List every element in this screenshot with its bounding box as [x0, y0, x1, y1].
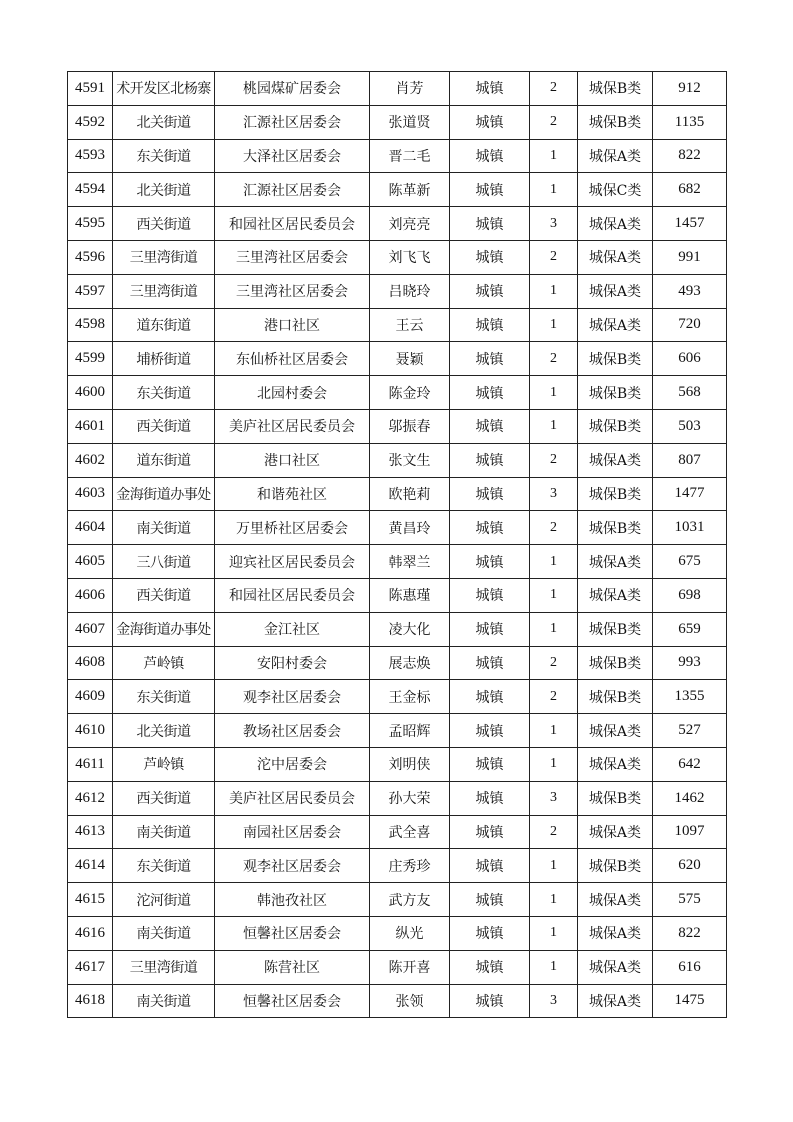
table-row [68, 950, 727, 984]
street-cell: 道东街道 [113, 308, 215, 342]
record-id-cell: 4601 [68, 409, 113, 443]
street-cell: 西关街道 [113, 578, 215, 612]
household-count-cell: 1 [530, 612, 578, 646]
record-id-cell: 4599 [68, 342, 113, 376]
person-name-cell: 庄秀珍 [370, 849, 450, 883]
record-id-cell: 4609 [68, 680, 113, 714]
amount-cell: 991 [653, 240, 727, 274]
street-cell: 术开发区北杨寨 [113, 72, 215, 106]
amount-cell: 1475 [653, 984, 727, 1018]
street-cell: 西关街道 [113, 207, 215, 241]
insurance-category-cell: 城保A类 [578, 274, 653, 308]
area-type-cell: 城镇 [450, 680, 530, 714]
street-cell: 芦岭镇 [113, 646, 215, 680]
person-name-cell: 刘飞飞 [370, 240, 450, 274]
table-row [68, 984, 727, 1018]
street-cell: 南关街道 [113, 984, 215, 1018]
insurance-category-cell: 城保B类 [578, 477, 653, 511]
area-type-cell: 城镇 [450, 984, 530, 1018]
table-row [68, 815, 727, 849]
record-id-cell: 4612 [68, 781, 113, 815]
community-cell: 迎宾社区居民委员会 [215, 545, 370, 579]
insurance-category-cell: 城保B类 [578, 342, 653, 376]
community-cell: 和园社区居民委员会 [215, 578, 370, 612]
household-count-cell: 1 [530, 545, 578, 579]
household-count-cell: 1 [530, 578, 578, 612]
street-cell: 东关街道 [113, 376, 215, 410]
household-count-cell: 1 [530, 883, 578, 917]
insurance-category-cell: 城保A类 [578, 207, 653, 241]
person-name-cell: 聂颖 [370, 342, 450, 376]
table-row [68, 308, 727, 342]
street-cell: 金海街道办事处 [113, 612, 215, 646]
household-count-cell: 3 [530, 781, 578, 815]
community-cell: 和谐苑社区 [215, 477, 370, 511]
insurance-category-cell: 城保A类 [578, 984, 653, 1018]
street-cell: 东关街道 [113, 680, 215, 714]
area-type-cell: 城镇 [450, 511, 530, 545]
record-id-cell: 4611 [68, 747, 113, 781]
record-id-cell: 4614 [68, 849, 113, 883]
person-name-cell: 刘明侠 [370, 747, 450, 781]
table-body [68, 72, 727, 1018]
record-id-cell: 4596 [68, 240, 113, 274]
community-cell: 美庐社区居民委员会 [215, 781, 370, 815]
table-row [68, 781, 727, 815]
record-id-cell: 4600 [68, 376, 113, 410]
area-type-cell: 城镇 [450, 781, 530, 815]
record-id-cell: 4603 [68, 477, 113, 511]
community-cell: 沱中居委会 [215, 747, 370, 781]
amount-cell: 1477 [653, 477, 727, 511]
record-id-cell: 4613 [68, 815, 113, 849]
street-cell: 南关街道 [113, 815, 215, 849]
household-count-cell: 1 [530, 376, 578, 410]
table-row [68, 747, 727, 781]
person-name-cell: 凌大化 [370, 612, 450, 646]
street-cell: 三里湾街道 [113, 240, 215, 274]
community-cell: 东仙桥社区居委会 [215, 342, 370, 376]
insurance-category-cell: 城保A类 [578, 714, 653, 748]
person-name-cell: 纵光 [370, 916, 450, 950]
person-name-cell: 张道贤 [370, 105, 450, 139]
person-name-cell: 王云 [370, 308, 450, 342]
household-count-cell: 3 [530, 207, 578, 241]
community-cell: 万里桥社区居委会 [215, 511, 370, 545]
person-name-cell: 晋二毛 [370, 139, 450, 173]
insurance-category-cell: 城保A类 [578, 950, 653, 984]
person-name-cell: 孙大荣 [370, 781, 450, 815]
community-cell: 桃园煤矿居委会 [215, 72, 370, 106]
person-name-cell: 陈惠瑾 [370, 578, 450, 612]
table-row [68, 477, 727, 511]
person-name-cell: 刘亮亮 [370, 207, 450, 241]
person-name-cell: 张文生 [370, 443, 450, 477]
area-type-cell: 城镇 [450, 308, 530, 342]
table-row [68, 849, 727, 883]
area-type-cell: 城镇 [450, 747, 530, 781]
community-cell: 和园社区居民委员会 [215, 207, 370, 241]
household-count-cell: 3 [530, 477, 578, 511]
street-cell: 三里湾街道 [113, 950, 215, 984]
insurance-category-cell: 城保B类 [578, 376, 653, 410]
amount-cell: 1097 [653, 815, 727, 849]
street-cell: 东关街道 [113, 849, 215, 883]
insurance-category-cell: 城保B类 [578, 511, 653, 545]
amount-cell: 912 [653, 72, 727, 106]
insurance-category-cell: 城保B类 [578, 105, 653, 139]
table-row [68, 342, 727, 376]
insurance-category-cell: 城保C类 [578, 173, 653, 207]
person-name-cell: 陈革新 [370, 173, 450, 207]
community-cell: 汇源社区居委会 [215, 173, 370, 207]
community-cell: 安阳村委会 [215, 646, 370, 680]
area-type-cell: 城镇 [450, 612, 530, 646]
table-row [68, 105, 727, 139]
street-cell: 道东街道 [113, 443, 215, 477]
community-cell: 韩池孜社区 [215, 883, 370, 917]
person-name-cell: 张领 [370, 984, 450, 1018]
amount-cell: 1355 [653, 680, 727, 714]
person-name-cell: 吕晓玲 [370, 274, 450, 308]
record-id-cell: 4592 [68, 105, 113, 139]
community-cell: 美庐社区居民委员会 [215, 409, 370, 443]
street-cell: 北关街道 [113, 105, 215, 139]
record-id-cell: 4618 [68, 984, 113, 1018]
insurance-category-cell: 城保A类 [578, 815, 653, 849]
household-count-cell: 2 [530, 815, 578, 849]
street-cell: 三里湾街道 [113, 274, 215, 308]
area-type-cell: 城镇 [450, 274, 530, 308]
table-row [68, 883, 727, 917]
insurance-category-cell: 城保A类 [578, 916, 653, 950]
area-type-cell: 城镇 [450, 173, 530, 207]
table-row [68, 714, 727, 748]
insurance-category-cell: 城保A类 [578, 240, 653, 274]
household-count-cell: 2 [530, 72, 578, 106]
community-cell: 观李社区居委会 [215, 849, 370, 883]
insurance-category-cell: 城保B类 [578, 72, 653, 106]
record-id-cell: 4610 [68, 714, 113, 748]
amount-cell: 620 [653, 849, 727, 883]
table-row [68, 207, 727, 241]
record-id-cell: 4597 [68, 274, 113, 308]
household-count-cell: 1 [530, 274, 578, 308]
street-cell: 东关街道 [113, 139, 215, 173]
household-count-cell: 2 [530, 342, 578, 376]
table-row [68, 680, 727, 714]
roster-table [67, 71, 727, 1018]
person-name-cell: 陈开喜 [370, 950, 450, 984]
area-type-cell: 城镇 [450, 342, 530, 376]
record-id-cell: 4605 [68, 545, 113, 579]
table-row [68, 646, 727, 680]
amount-cell: 1457 [653, 207, 727, 241]
street-cell: 南关街道 [113, 916, 215, 950]
street-cell: 西关街道 [113, 409, 215, 443]
household-count-cell: 2 [530, 646, 578, 680]
household-count-cell: 2 [530, 443, 578, 477]
insurance-category-cell: 城保B类 [578, 612, 653, 646]
household-count-cell: 1 [530, 714, 578, 748]
area-type-cell: 城镇 [450, 950, 530, 984]
amount-cell: 1031 [653, 511, 727, 545]
person-name-cell: 展志焕 [370, 646, 450, 680]
record-id-cell: 4591 [68, 72, 113, 106]
amount-cell: 807 [653, 443, 727, 477]
household-count-cell: 1 [530, 747, 578, 781]
amount-cell: 822 [653, 139, 727, 173]
household-count-cell: 1 [530, 916, 578, 950]
person-name-cell: 韩翠兰 [370, 545, 450, 579]
community-cell: 恒馨社区居委会 [215, 916, 370, 950]
amount-cell: 616 [653, 950, 727, 984]
community-cell: 港口社区 [215, 308, 370, 342]
table-row [68, 139, 727, 173]
person-name-cell: 武全喜 [370, 815, 450, 849]
table-row [68, 916, 727, 950]
person-name-cell: 黄昌玲 [370, 511, 450, 545]
person-name-cell: 肖芳 [370, 72, 450, 106]
community-cell: 汇源社区居委会 [215, 105, 370, 139]
record-id-cell: 4606 [68, 578, 113, 612]
record-id-cell: 4616 [68, 916, 113, 950]
table-row [68, 511, 727, 545]
record-id-cell: 4607 [68, 612, 113, 646]
area-type-cell: 城镇 [450, 916, 530, 950]
amount-cell: 682 [653, 173, 727, 207]
table-row [68, 578, 727, 612]
area-type-cell: 城镇 [450, 545, 530, 579]
record-id-cell: 4593 [68, 139, 113, 173]
amount-cell: 698 [653, 578, 727, 612]
insurance-category-cell: 城保A类 [578, 308, 653, 342]
area-type-cell: 城镇 [450, 646, 530, 680]
insurance-category-cell: 城保A类 [578, 747, 653, 781]
street-cell: 北关街道 [113, 714, 215, 748]
area-type-cell: 城镇 [450, 105, 530, 139]
amount-cell: 675 [653, 545, 727, 579]
community-cell: 恒馨社区居委会 [215, 984, 370, 1018]
household-count-cell: 2 [530, 240, 578, 274]
record-id-cell: 4602 [68, 443, 113, 477]
insurance-category-cell: 城保B类 [578, 409, 653, 443]
record-id-cell: 4615 [68, 883, 113, 917]
amount-cell: 1135 [653, 105, 727, 139]
insurance-category-cell: 城保B类 [578, 646, 653, 680]
record-id-cell: 4608 [68, 646, 113, 680]
table-row [68, 409, 727, 443]
area-type-cell: 城镇 [450, 207, 530, 241]
amount-cell: 822 [653, 916, 727, 950]
household-count-cell: 1 [530, 308, 578, 342]
community-cell: 大泽社区居委会 [215, 139, 370, 173]
community-cell: 金江社区 [215, 612, 370, 646]
insurance-category-cell: 城保B类 [578, 849, 653, 883]
insurance-category-cell: 城保A类 [578, 545, 653, 579]
insurance-category-cell: 城保B类 [578, 781, 653, 815]
street-cell: 埔桥街道 [113, 342, 215, 376]
area-type-cell: 城镇 [450, 376, 530, 410]
amount-cell: 568 [653, 376, 727, 410]
household-count-cell: 1 [530, 409, 578, 443]
household-count-cell: 2 [530, 680, 578, 714]
area-type-cell: 城镇 [450, 714, 530, 748]
table-row [68, 173, 727, 207]
amount-cell: 1462 [653, 781, 727, 815]
insurance-category-cell: 城保A类 [578, 883, 653, 917]
amount-cell: 527 [653, 714, 727, 748]
amount-cell: 493 [653, 274, 727, 308]
area-type-cell: 城镇 [450, 443, 530, 477]
person-name-cell: 孟昭辉 [370, 714, 450, 748]
record-id-cell: 4617 [68, 950, 113, 984]
community-cell: 教场社区居委会 [215, 714, 370, 748]
amount-cell: 606 [653, 342, 727, 376]
table-row [68, 443, 727, 477]
amount-cell: 642 [653, 747, 727, 781]
household-count-cell: 1 [530, 173, 578, 207]
street-cell: 西关街道 [113, 781, 215, 815]
household-count-cell: 1 [530, 139, 578, 173]
household-count-cell: 2 [530, 511, 578, 545]
table-row [68, 376, 727, 410]
insurance-category-cell: 城保B类 [578, 680, 653, 714]
area-type-cell: 城镇 [450, 815, 530, 849]
street-cell: 金海街道办事处 [113, 477, 215, 511]
person-name-cell: 王金标 [370, 680, 450, 714]
community-cell: 陈营社区 [215, 950, 370, 984]
amount-cell: 503 [653, 409, 727, 443]
area-type-cell: 城镇 [450, 578, 530, 612]
person-name-cell: 武方友 [370, 883, 450, 917]
community-cell: 观李社区居委会 [215, 680, 370, 714]
area-type-cell: 城镇 [450, 883, 530, 917]
person-name-cell: 邬振春 [370, 409, 450, 443]
amount-cell: 993 [653, 646, 727, 680]
street-cell: 南关街道 [113, 511, 215, 545]
table-row [68, 612, 727, 646]
record-id-cell: 4604 [68, 511, 113, 545]
person-name-cell: 陈金玲 [370, 376, 450, 410]
street-cell: 北关街道 [113, 173, 215, 207]
community-cell: 北园村委会 [215, 376, 370, 410]
household-count-cell: 3 [530, 984, 578, 1018]
household-count-cell: 2 [530, 105, 578, 139]
area-type-cell: 城镇 [450, 477, 530, 511]
community-cell: 三里湾社区居委会 [215, 274, 370, 308]
table-row [68, 274, 727, 308]
area-type-cell: 城镇 [450, 240, 530, 274]
amount-cell: 575 [653, 883, 727, 917]
area-type-cell: 城镇 [450, 409, 530, 443]
table-row [68, 240, 727, 274]
household-count-cell: 1 [530, 950, 578, 984]
insurance-category-cell: 城保A类 [578, 139, 653, 173]
community-cell: 三里湾社区居委会 [215, 240, 370, 274]
community-cell: 港口社区 [215, 443, 370, 477]
record-id-cell: 4595 [68, 207, 113, 241]
person-name-cell: 欧艳莉 [370, 477, 450, 511]
area-type-cell: 城镇 [450, 72, 530, 106]
record-id-cell: 4594 [68, 173, 113, 207]
record-id-cell: 4598 [68, 308, 113, 342]
street-cell: 沱河街道 [113, 883, 215, 917]
amount-cell: 659 [653, 612, 727, 646]
street-cell: 芦岭镇 [113, 747, 215, 781]
area-type-cell: 城镇 [450, 139, 530, 173]
street-cell: 三八街道 [113, 545, 215, 579]
amount-cell: 720 [653, 308, 727, 342]
table-row [68, 545, 727, 579]
insurance-category-cell: 城保A类 [578, 443, 653, 477]
table-row [68, 72, 727, 106]
area-type-cell: 城镇 [450, 849, 530, 883]
household-count-cell: 1 [530, 849, 578, 883]
insurance-category-cell: 城保A类 [578, 578, 653, 612]
community-cell: 南园社区居委会 [215, 815, 370, 849]
